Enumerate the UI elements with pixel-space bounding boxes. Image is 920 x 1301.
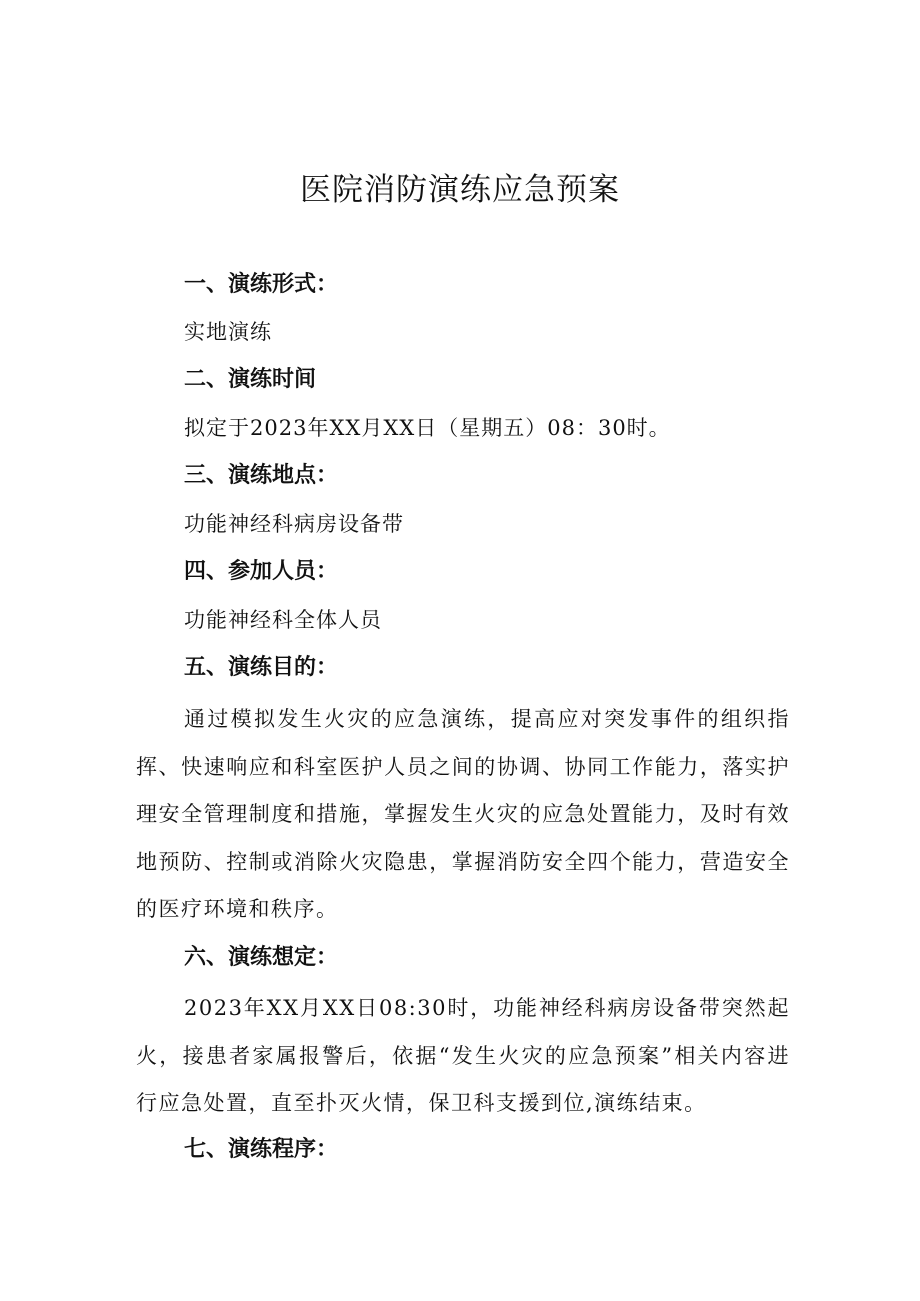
section-heading-scenario: 六、演练想定： bbox=[184, 945, 339, 970]
section-heading-location: 三、演练地点： bbox=[184, 463, 339, 488]
section-content-purpose: 通过模拟发生火灾的应急演练，提高应对突发事件的组织指挥、快速响应和科室医护人员之间的协调、协同工作能力，落实护理安全管理制度和措施，掌握发生火灾的应急处置能力，及时有效地预防、控制或消除火灾隐患，掌握消防安全四个能力，营造安全的医疗环境和秩序。 bbox=[136, 707, 790, 921]
section-content-time: 拟定于2023年XX月XX日（星期五）08：30时。 bbox=[184, 416, 671, 440]
section-content-scenario: 2023年XX月XX日08:30时，功能神经科病房设备带突然起火，接患者家属报警后，依据“发生火灾的应急预案”相关内容进行应急处置，直至扑灭火情，保卫科支援到位,演练结束。 bbox=[136, 996, 790, 1115]
section-content-participants: 功能神经科全体人员 bbox=[184, 608, 382, 632]
section-heading-participants: 四、参加人员： bbox=[184, 559, 339, 584]
section-content-form: 实地演练 bbox=[184, 320, 272, 344]
section-heading-purpose: 五、演练目的： bbox=[184, 655, 339, 680]
document-title: 医院消防演练应急预案 bbox=[300, 172, 620, 208]
section-heading-time: 二、演练时间 bbox=[184, 367, 317, 392]
section-heading-form: 一、演练形式： bbox=[184, 272, 339, 297]
section-content-location: 功能神经科病房设备带 bbox=[184, 512, 404, 536]
section-heading-procedure: 七、演练程序： bbox=[184, 1137, 339, 1162]
